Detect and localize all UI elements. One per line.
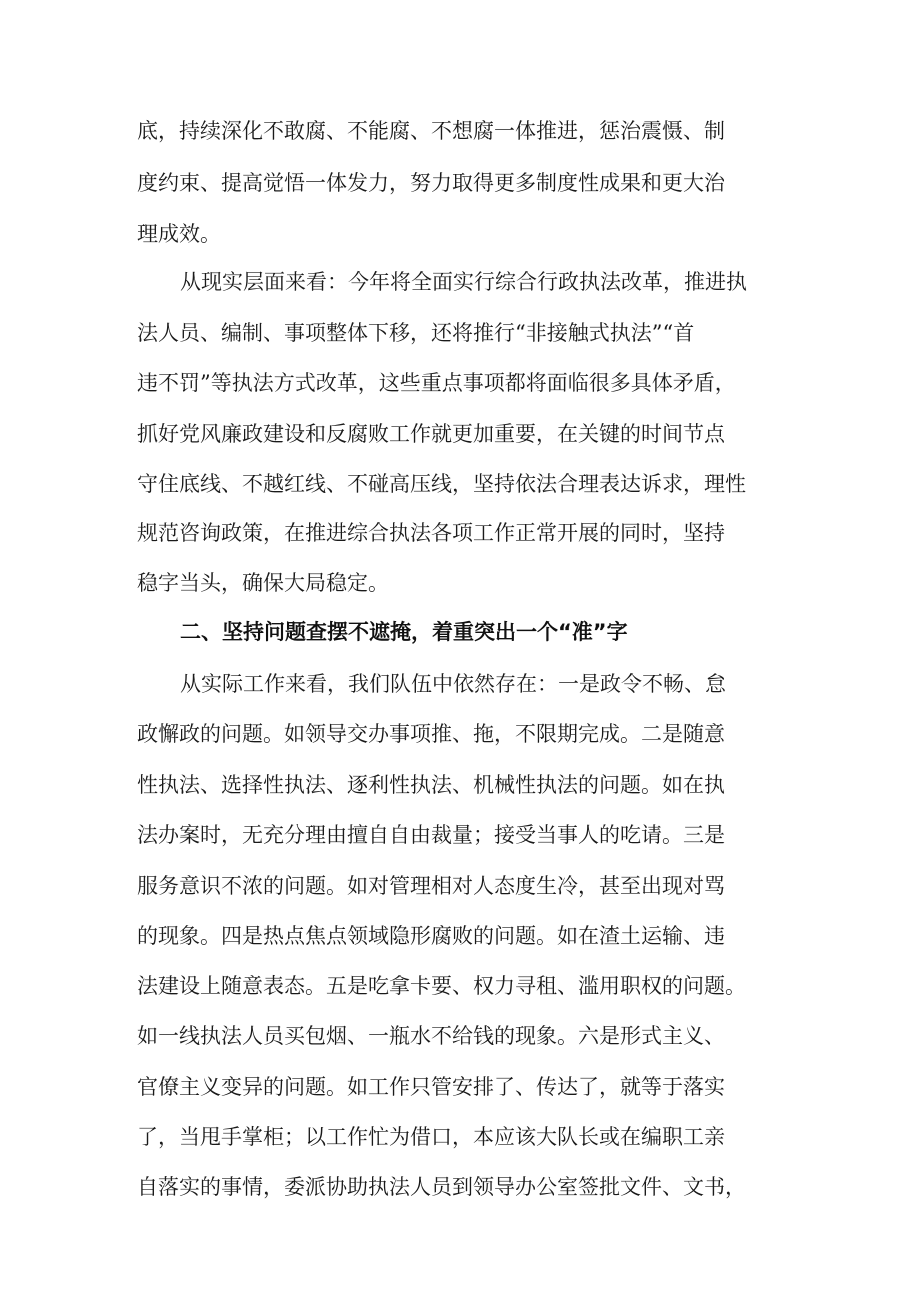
- paragraph-2-line-5: 守住底线、不越红线、不碰高压线，坚持依法合理表达诉求，理性: [137, 472, 746, 496]
- paragraph-1-line-1: 底，持续深化不敢腐、不能腐、不想腐一体推进，惩治震慑、制: [137, 119, 725, 143]
- paragraph-3-line-6: 的现象。四是热点焦点领域隐形腐败的问题。如在渣土运输、违: [137, 924, 725, 948]
- paragraph-3-line-1: 从实际工作来看，我们队伍中依然存在：一是政令不畅、怠: [180, 672, 726, 696]
- paragraph-3-line-7: 法建设上随意表态。五是吃拿卡要、权力寻租、滥用职权的问题。: [137, 974, 746, 998]
- paragraph-3-line-3: 性执法、选择性执法、逐利性执法、机械性执法的问题。如在执: [137, 773, 725, 797]
- paragraph-3-line-5: 服务意识不浓的问题。如对管理相对人态度生冷，甚至出现对骂: [137, 874, 725, 898]
- paragraph-2-line-2: 法人员、编制、事项整体下移，还将推行“非接触式执法”“首: [137, 321, 695, 345]
- paragraph-1-line-2: 度约束、提高觉悟一体发力，努力取得更多制度性成果和更大治: [137, 171, 725, 195]
- paragraph-2-line-1: 从现实层面来看：今年将全面实行综合行政执法改革，推进执: [180, 270, 747, 294]
- paragraph-3-line-2: 政懈政的问题。如领导交办事项推、拖，不限期完成。二是随意: [137, 722, 725, 746]
- paragraph-2-line-7: 稳字当头，确保大局稳定。: [137, 571, 389, 595]
- paragraph-2-line-3: 违不罚”等执法方式改革，这些重点事项都将面临很多具体矛盾，: [137, 371, 736, 395]
- paragraph-2-line-4: 抓好党风廉政建设和反腐败工作就更加重要，在关键的时间节点: [137, 422, 725, 446]
- section-heading: 二、坚持问题查摆不遮掩，着重突出一个“准”字: [180, 620, 628, 644]
- paragraph-3-line-9: 官僚主义变异的问题。如工作只管安排了、传达了，就等于落实: [137, 1075, 725, 1099]
- paragraph-3-line-4: 法办案时，无充分理由擅自自由裁量；接受当事人的吃请。三是: [137, 823, 725, 847]
- paragraph-3-line-10: 了，当甩手掌柜；以工作忙为借口，本应该大队长或在编职工亲: [137, 1125, 725, 1149]
- paragraph-3-line-8: 如一线执法人员买包烟、一瓶水不给钱的现象。六是形式主义、: [137, 1024, 725, 1048]
- paragraph-3-line-11: 自落实的事情，委派协助执法人员到领导办公室签批文件、文书，: [137, 1175, 746, 1199]
- paragraph-2-line-6: 规范咨询政策，在推进综合执法各项工作正常开展的同时，坚持: [137, 521, 725, 545]
- paragraph-1-line-3: 理成效。: [137, 222, 221, 246]
